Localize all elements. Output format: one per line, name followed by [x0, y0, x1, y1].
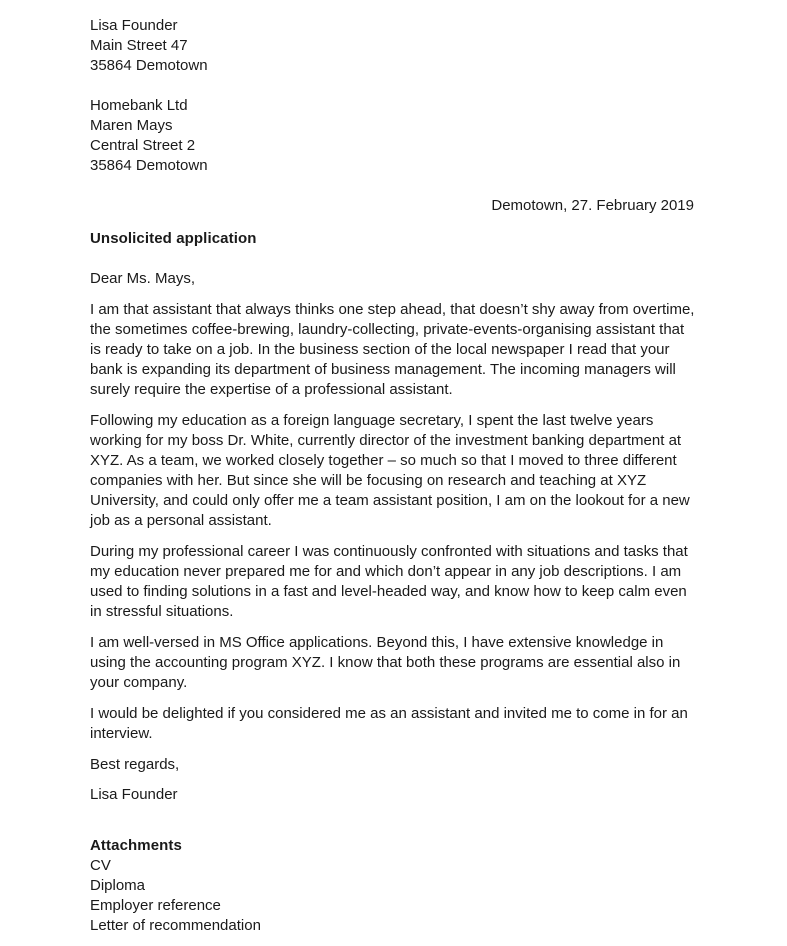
attachment-item: Letter of recommendation: [90, 917, 261, 934]
recipient-address-line: 35864 Demotown: [90, 157, 208, 174]
sender-address-line: 35864 Demotown: [90, 57, 208, 74]
salutation: Dear Ms. Mays,: [90, 270, 196, 287]
recipient-address-line: Maren Mays: [90, 117, 173, 134]
body-paragraph: During my professional career I was continuously confronted with situations and tasks that my education never prepared me for and which don’t appear in any job descriptions. I am used to finding solutions in a fast and level-headed way, and know how to keep calm even in stressful situations.: [90, 543, 688, 620]
recipient-address-line: Central Street 2: [90, 137, 196, 154]
recipient-address-block: [90, 96, 695, 176]
subject-line: Unsolicited application: [90, 230, 257, 247]
body-paragraph: I am that assistant that always thinks one step ahead, that doesn’t shy away from overtime, the sometimes coffee-brewing, laundry-collecting, private-events-organising assistant that is ready to take on a job. In the business section of the local newspaper I read that your bank is expanding its department of business management. The incoming managers will surely require the expertise of a professional assistant.: [90, 301, 695, 398]
attachments-section: [90, 836, 695, 936]
body-paragraph: I am well-versed in MS Office applications. Beyond this, I have extensive knowledge in using the accounting program XYZ. I know that both these programs are essential also in your company.: [90, 634, 681, 691]
recipient-address-line: Homebank Ltd: [90, 97, 188, 114]
body-paragraph: Following my education as a foreign language secretary, I spent the last twelve years working for my boss Dr. White, currently director of the investment banking department at XYZ. As a team, we worked closely together – so much so that I moved to three different companies with her. But since she will be focusing on research and teaching at XYZ University, and could only offer me a team assistant position, I am on the lookout for a new job as a personal assistant.: [90, 412, 690, 529]
sender-address-block: [90, 16, 695, 76]
date-line: Demotown, 27. February 2019: [491, 197, 694, 214]
signature-name: Lisa Founder: [90, 786, 178, 803]
sender-address-line: Lisa Founder: [90, 17, 178, 34]
sender-address-line: Main Street 47: [90, 37, 188, 54]
closing-line: Best regards,: [90, 756, 180, 773]
attachment-item: Diploma: [90, 877, 146, 894]
attachment-item: Employer reference: [90, 897, 221, 914]
attachments-heading: Attachments: [90, 837, 182, 854]
attachment-item: CV: [90, 857, 111, 874]
body-paragraph: I would be delighted if you considered me as an assistant and invited me to come in for an interview.: [90, 705, 688, 742]
